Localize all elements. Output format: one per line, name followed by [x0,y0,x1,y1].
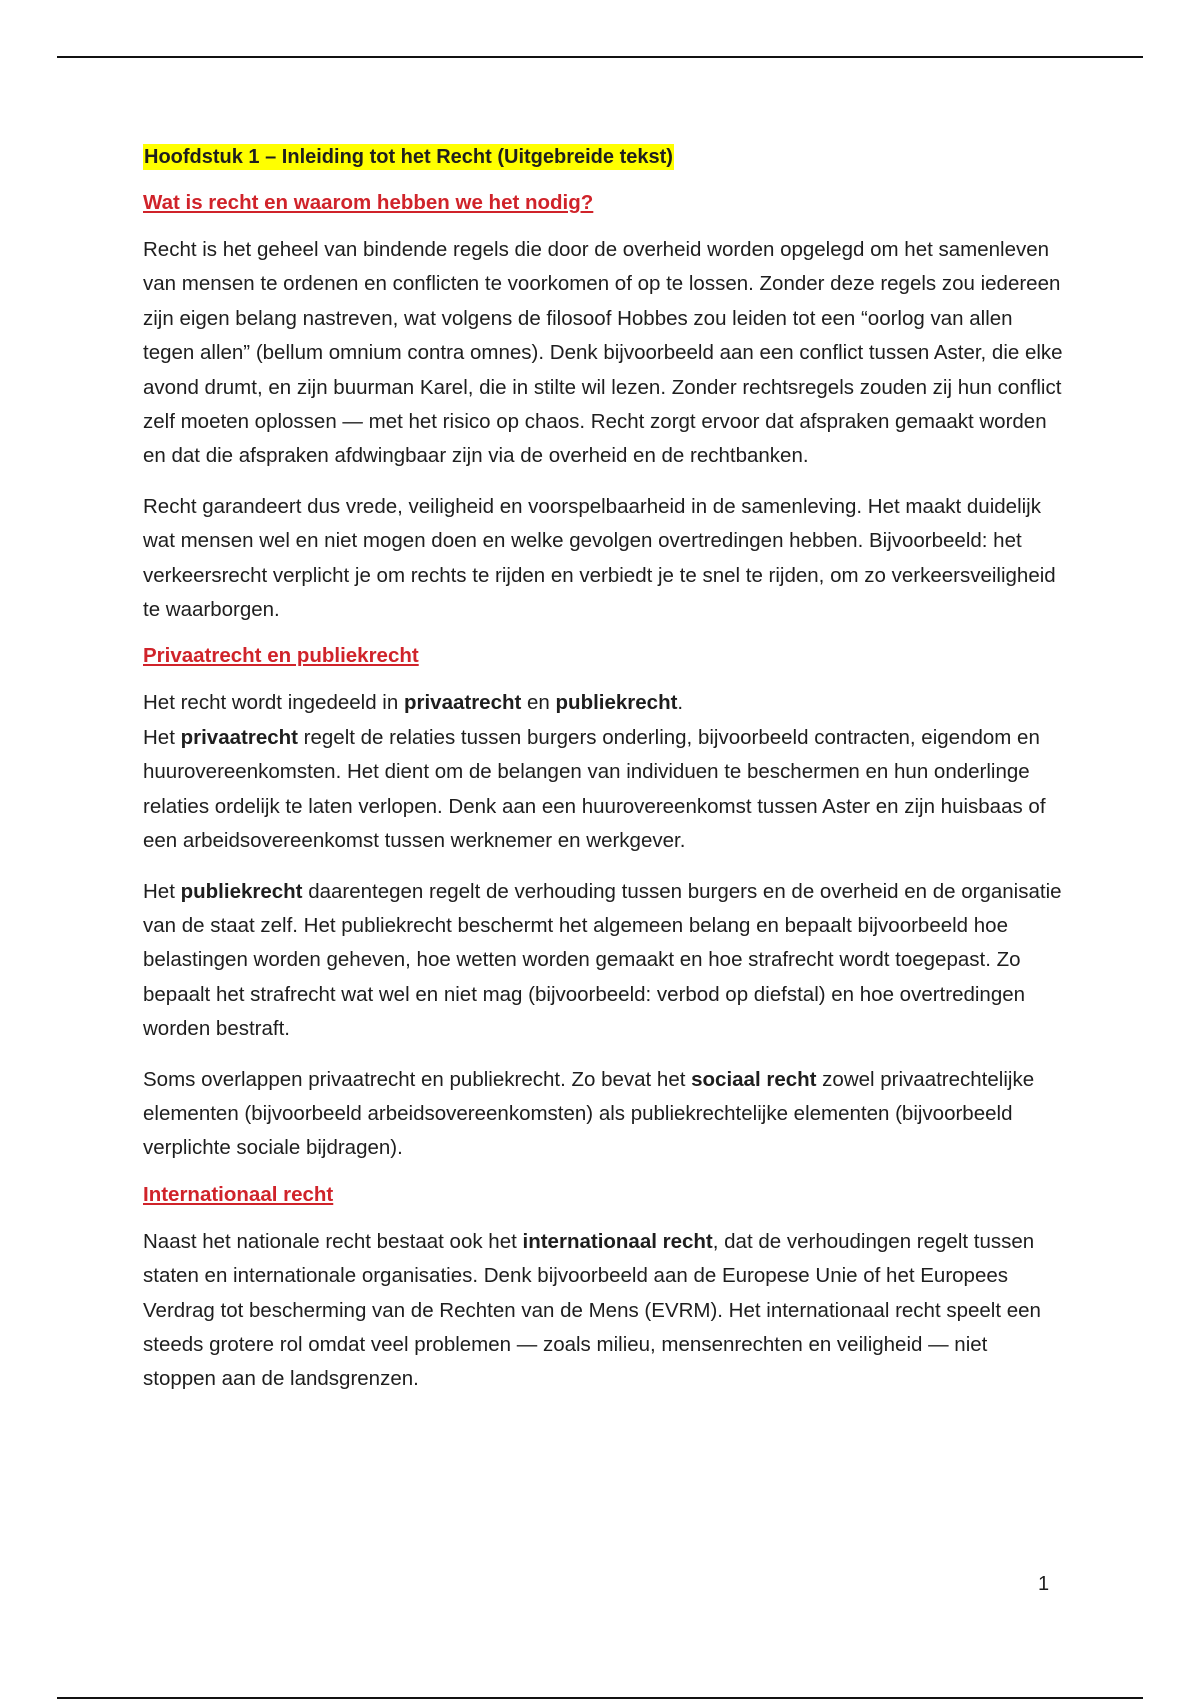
bold-term: sociaal recht [691,1067,817,1091]
paragraph [143,686,1063,858]
document-page [143,140,1063,1413]
bold-term: internationaal recht [522,1229,713,1253]
section-heading: Wat is recht en waarom hebben we het nodig? [143,191,594,214]
section-heading: Internationaal recht [143,1182,334,1206]
section-recht [143,190,1063,627]
paragraph-text: en [521,691,556,715]
paragraph [143,1225,1063,1397]
section-internationaal [143,1182,1063,1397]
bold-term: privaatrecht [403,691,522,715]
bold-term: privaatrecht [180,725,298,749]
paragraph-text: . [677,691,684,715]
footer-rule [57,1697,1143,1699]
paragraph-text: Soms overlappen privaatrecht en publiekrecht. Zo bevat het [143,1067,692,1091]
paragraph [143,875,1063,1047]
paragraph-text: Recht garandeert dus vrede, veiligheid en voorspelbaarheid in de samenleving. Het maakt duidelijk wat mensen wel en niet mogen doen en welke gevolgen overtredingen hebben. Bijvoorbeeld: het verkeersrecht verplicht je om rechts te rijden en verbiedt je te snel te rijden, om zo verkeersveiligheid te waarborgen. [143,494,1056,622]
chapter-title: Hoofdstuk 1 – Inleiding tot het Recht (Uitgebreide tekst) [144,146,673,168]
bold-term: publiekrecht [180,879,303,903]
paragraph [143,233,1063,474]
paragraph-line [143,686,1063,720]
section-heading: Privaatrecht en publiekrecht [143,644,419,668]
section-privaat-publiek [143,643,1063,1165]
paragraph-text: , dat de verhoudingen regelt tussen staten en internationale organisaties. Denk bijvoorbeeld aan de Europese Unie of het Europees Verdrag tot bescherming van de Rechten van de Mens (EVRM). Het internationaal recht speelt een steeds grotere rol omdat veel problemen — zoals milieu, mensenrechten en veiligheid — niet stoppen aan de landsgrenzen. [143,1229,1041,1391]
paragraph [143,490,1063,628]
paragraph-text: Het [143,879,181,903]
header-rule [57,56,1143,58]
paragraph-text: zowel privaatrechtelijke elementen (bijvoorbeeld arbeidsovereenkomsten) als publiekrechtelijke elementen (bijvoorbeeld verplichte sociale bijdragen). [143,1067,1035,1160]
paragraph-text: daarentegen regelt de verhouding tussen burgers en de overheid en de organisatie van de staat zelf. Het publiekrecht beschermt het algemeen belang en bepaalt bijvoorbeeld hoe belastingen worden geheven, hoe wetten worden gemaakt en hoe strafrecht wordt toegepast. Zo bepaalt het strafrecht wat wel en niet mag (bijvoorbeeld: verbod op diefstal) en hoe overtredingen worden bestraft. [143,879,1062,1041]
paragraph-text: Het recht wordt ingedeeld in [143,691,404,715]
paragraph-text: regelt de relaties tussen burgers onderling, bijvoorbeeld contracten, eigendom en huurovereenkomsten. Het dient om de belangen van individuen te beschermen en hun onderlinge relaties ordelijk te laten verlopen. Denk aan een huurovereenkomst tussen Aster en zijn huisbaas of een arbeidsovereenkomst tussen werknemer en werkgever. [143,725,1046,853]
paragraph-text: Het [143,725,181,749]
paragraph-text: Naast het nationale recht bestaat ook het [143,1229,523,1253]
paragraph [143,1063,1063,1166]
page-number: 1 [1038,1573,1050,1595]
paragraph-text: Recht is het geheel van bindende regels die door de overheid worden opgelegd om het samenleven van mensen te ordenen en conflicten te voorkomen of op te lossen. Zonder deze regels zou iedereen zijn eigen belang nastreven, wat volgens de filosoof Hobbes zou leiden tot een “oorlog van allen tegen allen” (bellum omnium contra omnes). Denk bijvoorbeeld aan een conflict tussen Aster, die elke avond drumt, en zijn buurman Karel, die in stilte wil lezen. Zonder rechtsregels zouden zij hun conflict zelf moeten oplossen — met het risico op chaos. Recht zorgt ervoor dat afspraken gemaakt worden en dat die afspraken afdwingbaar zijn via de overheid en de rechtbanken. [143,238,1063,468]
bold-term: publiekrecht [555,691,678,715]
